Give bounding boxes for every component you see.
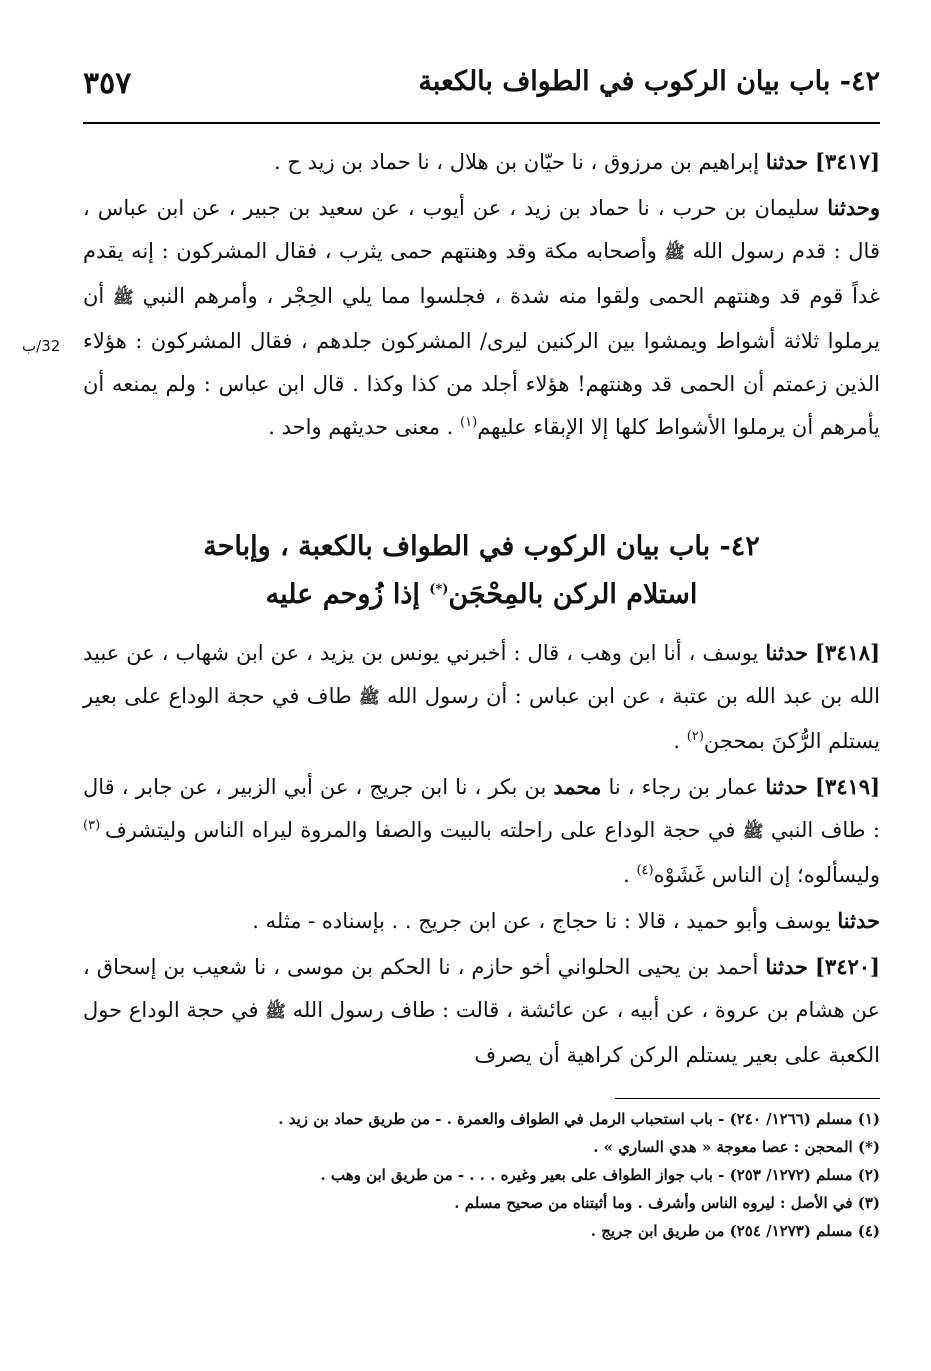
- salutation-glyph: ﷺ: [113, 288, 134, 308]
- footnote-ref[interactable]: (٢): [686, 729, 704, 744]
- running-title: ٤٢- باب بيان الركوب في الطواف بالكعبة: [418, 66, 880, 97]
- hadith-text: في حجة الوداع على راحلته بالبيت والصفا والمروة ليراه الناس وليتشرف: [105, 818, 743, 842]
- hadith-text: وأصحابه مكة وقد وهنتهم حمى يثرب ، فقال المشركون : إنه يقدم غداً قوم قد وهنتهم الحمى ولقوا منه شدة ، فجلسوا مما يلي الحِجْر ، وأمرهم النبي: [83, 239, 880, 308]
- narration-keyword: حدثنا: [765, 149, 809, 174]
- footnote-separator: [615, 1098, 880, 1099]
- footnote-star: (*) المحجن : عصا معوجة « هدي الساري » .: [593, 1138, 880, 1156]
- section-2: [83, 631, 880, 1077]
- page-header: [83, 66, 880, 110]
- narration-keyword: حدثنا: [837, 908, 880, 933]
- narrator-name: محمد: [553, 774, 602, 799]
- footnote-ref[interactable]: (٤): [636, 863, 654, 878]
- footnote-ref[interactable]: (*): [429, 582, 449, 597]
- footnote-ref[interactable]: (١): [460, 415, 478, 430]
- footnotes: [83, 1105, 880, 1245]
- hadith-text: يوسف وأبو حميد ، قالا : نا حجاج ، عن ابن جريج . . بإسناده - مثله .: [252, 909, 838, 933]
- hadith-number: [٣٤١٧]: [815, 149, 880, 174]
- footnote-2: (٢) مسلم (١٢٧٢/ ٢٥٣) - باب جواز الطواف على بعير وغيره . . . - من طريق ابن وهب .: [320, 1166, 880, 1184]
- chapter-heading-line-2: استلام الركن بالمِحْجَن(*) إذا زُوحم عليه: [265, 579, 698, 610]
- margin-folio-note: 32/ب: [22, 337, 61, 355]
- narration-keyword: حدثنا: [765, 954, 808, 979]
- hadith-text: أن يرملوا ثلاثة أشواط ويمشوا بين الركنين ليرى/ المشركون جلدهم ، فقال المشركون : هؤلاء الذين زعمتم أن الحمى قد وهنتهم! هؤلاء أجلد من كذا وكذا . قال ابن عباس : ولم يمنعه أن يأمرهم أن يرملوا الأشواط كلها إلا الإبقاء عليهم: [83, 284, 880, 439]
- chapter-heading: [83, 523, 880, 619]
- hadith-text: وليسألوه؛ إن الناس غَشَوْه: [653, 863, 880, 887]
- salutation-glyph: ﷺ: [664, 243, 685, 263]
- hadith-3418: [٣٤١٨] حدثنا يوسف ، أنا ابن وهب ، قال : أخبرني يونس بن يزيد ، عن ابن شهاب ، عن عبيد الله بن عبد الله بن عتبة ، عن ابن عباس : أن رسول الله ﷺ طاف في حجة الوداع على بعير يستلم الرُّكنَ بمحجن$^{(٢)}$ .: [83, 640, 880, 753]
- section-1: [83, 140, 880, 451]
- chapter-heading-line-1: ٤٢- باب بيان الركوب في الطواف بالكعبة ، وإباحة: [203, 531, 760, 562]
- salutation-glyph: ﷺ: [359, 688, 380, 708]
- narration-keyword: حدثنا: [765, 774, 808, 799]
- hadith-3417: [83, 140, 880, 184]
- salutation-glyph: ﷺ: [265, 1002, 286, 1022]
- hadith-text: بن بكر ، نا ابن جريج ، عن أبي الزبير ، عن جابر ، قال : طاف النبي: [83, 775, 880, 842]
- hadith-text: سليمان بن حرب ، نا حماد بن زيد ، عن أيوب ، عن سعيد بن جبير ، عن ابن عباس ، قال : قدم رسول الله: [83, 196, 880, 263]
- hadith-3420: [83, 945, 880, 1077]
- hadith-text: طاف في حجة الوداع على بعير يستلم الرُّكنَ بمحجن: [83, 684, 880, 753]
- footnote-ref[interactable]: (٣): [83, 818, 105, 833]
- hadith-3419: [٣٤١٩] حدثنا عمار بن رجاء ، نا محمد بن بكر ، نا ابن جريج ، عن أبي الزبير ، عن جابر ، قال : طاف النبي ﷺ في حجة الوداع على راحلته بالبيت والصفا والمروة ليراه الناس وليتشرف $^{(٣)}$ وليسألوه؛ إن الناس غَشَوْه$^{(٤)}$ .: [83, 774, 880, 887]
- footnote-4: (٤) مسلم (١٢٧٣/ ٢٥٤) من طريق ابن جريج .: [590, 1222, 880, 1240]
- hadith-3419-second-chain: [83, 899, 880, 943]
- page-number: ٣٥٧: [83, 66, 132, 101]
- narration-keyword: حدثنا: [765, 640, 808, 665]
- hadith-3417-second-chain: [83, 186, 880, 449]
- narration-keyword: وحدثنا: [827, 195, 881, 220]
- footnote-3: (٣) في الأصل : ليروه الناس وأشرف . وما أثبتناه من صحيح مسلم .: [454, 1194, 880, 1212]
- hadith-text: في حجة الوداع حول الكعبة على بعير يستلم الركن كراهية أن يصرف: [83, 998, 880, 1067]
- hadith-text: . معنى حديثهم واحد .: [268, 415, 461, 439]
- hadith-number: [٣٤٢٠]: [814, 954, 880, 979]
- hadith-text: عمار بن رجاء ، نا: [601, 775, 766, 799]
- header-rule: [83, 122, 880, 124]
- hadith-text: أحمد بن يحيى الحلواني أخو حازم ، نا الحكم بن موسى ، نا شعيب بن إسحاق ، عن هشام بن عروة ، عن أبيه ، عن عائشة ، قالت : طاف رسول الله: [83, 955, 880, 1022]
- hadith-text: يوسف ، أنا ابن وهب ، قال : أخبرني يونس بن يزيد ، عن ابن شهاب ، عن عبيد الله بن عبد الله بن عتبة ، عن ابن عباس : أن رسول الله: [83, 641, 880, 708]
- hadith-number: [٣٤١٨]: [815, 640, 880, 665]
- hadith-number: [٣٤١٩]: [815, 774, 880, 799]
- hadith-text: إبراهيم بن مرزوق ، نا حيّان بن هلال ، نا حماد بن زيد ح .: [274, 150, 766, 174]
- footnote-1: (١) مسلم (١٢٦٦/ ٢٤٠) - باب استحباب الرمل في الطواف والعمرة . - من طريق حماد بن زيد .: [278, 1110, 880, 1128]
- salutation-glyph: ﷺ: [742, 822, 764, 842]
